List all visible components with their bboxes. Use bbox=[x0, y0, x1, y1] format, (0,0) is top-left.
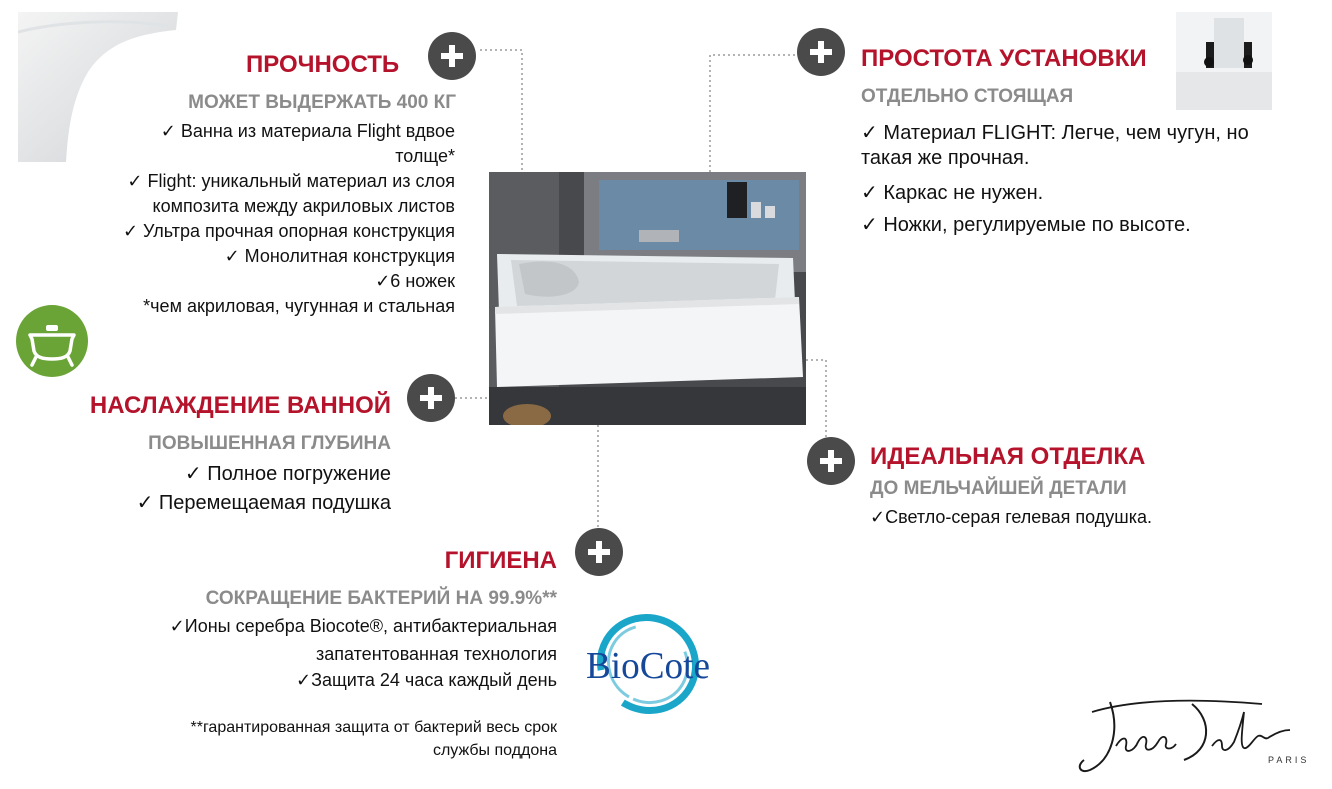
install-item: ✓ Каркас не нужен. bbox=[861, 182, 1044, 204]
hygiene-item: запатентованная технология bbox=[316, 644, 557, 664]
finish-title: ИДЕАЛЬНАЯ ОТДЕЛКА bbox=[870, 443, 1146, 470]
finish-plus-button[interactable] bbox=[807, 437, 855, 485]
bathtub-corner-image bbox=[18, 12, 178, 162]
install-title: ПРОСТОТА УСТАНОВКИ bbox=[861, 45, 1147, 72]
bathtub-leg-image bbox=[1176, 12, 1272, 110]
install-item: такая же прочная. bbox=[861, 147, 1030, 169]
strength-title: ПРОЧНОСТЬ bbox=[246, 51, 400, 78]
bath-title: НАСЛАЖДЕНИЕ ВАННОЙ bbox=[89, 392, 391, 419]
strength-item: ✓ Flight: уникальный материал из слоя bbox=[127, 171, 455, 191]
jacob-delafon-logo bbox=[1072, 690, 1320, 778]
brand-city: PARIS bbox=[1268, 755, 1310, 765]
strength-item: ✓ Монолитная конструкция bbox=[224, 246, 455, 266]
install-item: ✓ Ножки, регулируемые по высоте. bbox=[861, 214, 1191, 236]
strength-item: композита между акриловых листов bbox=[152, 196, 455, 216]
bath-item: ✓ Полное погружение bbox=[184, 463, 391, 485]
hygiene-title: ГИГИЕНА bbox=[444, 547, 557, 574]
bathtub-icon bbox=[16, 305, 88, 377]
biocote-logo bbox=[582, 610, 714, 718]
bath-item: ✓ Перемещаемая подушка bbox=[136, 492, 391, 514]
strength-item: толще* bbox=[395, 146, 455, 166]
bath-plus-button[interactable] bbox=[407, 374, 455, 422]
strength-item: ✓6 ножек bbox=[375, 271, 455, 291]
hygiene-footnote: **гарантированная защита от бактерий весь срок bbox=[190, 719, 557, 736]
hygiene-plus-button[interactable] bbox=[575, 528, 623, 576]
strength-footnote: *чем акриловая, чугунная и стальная bbox=[143, 296, 455, 316]
install-subtitle: ОТДЕЛЬНО СТОЯЩАЯ bbox=[861, 86, 1074, 107]
install-item: ✓ Материал FLIGHT: Легче, чем чугун, но bbox=[861, 122, 1249, 144]
strength-item: ✓ Ванна из материала Flight вдвое bbox=[160, 121, 455, 141]
hygiene-footnote: службы поддона bbox=[432, 742, 557, 759]
biocote-logo-text: BioCote bbox=[586, 645, 710, 687]
hygiene-item: ✓Ионы серебра Biocote®, антибактериальная bbox=[169, 616, 557, 636]
strength-plus-button[interactable] bbox=[428, 32, 476, 80]
finish-subtitle: ДО МЕЛЬЧАЙШЕЙ ДЕТАЛИ bbox=[870, 478, 1127, 499]
strength-subtitle: МОЖЕТ ВЫДЕРЖАТЬ 400 КГ bbox=[188, 92, 456, 113]
finish-item: ✓Светло-серая гелевая подушка. bbox=[870, 507, 1152, 527]
bath-subtitle: ПОВЫШЕННАЯ ГЛУБИНА bbox=[148, 433, 391, 454]
hygiene-subtitle: СОКРАЩЕНИЕ БАКТЕРИЙ НА 99.9%** bbox=[205, 588, 557, 609]
strength-item: ✓ Ультра прочная опорная конструкция bbox=[122, 221, 455, 241]
hygiene-item: ✓Защита 24 часа каждый день bbox=[296, 670, 557, 690]
bathtub-photo bbox=[489, 172, 806, 425]
install-plus-button[interactable] bbox=[797, 28, 845, 76]
